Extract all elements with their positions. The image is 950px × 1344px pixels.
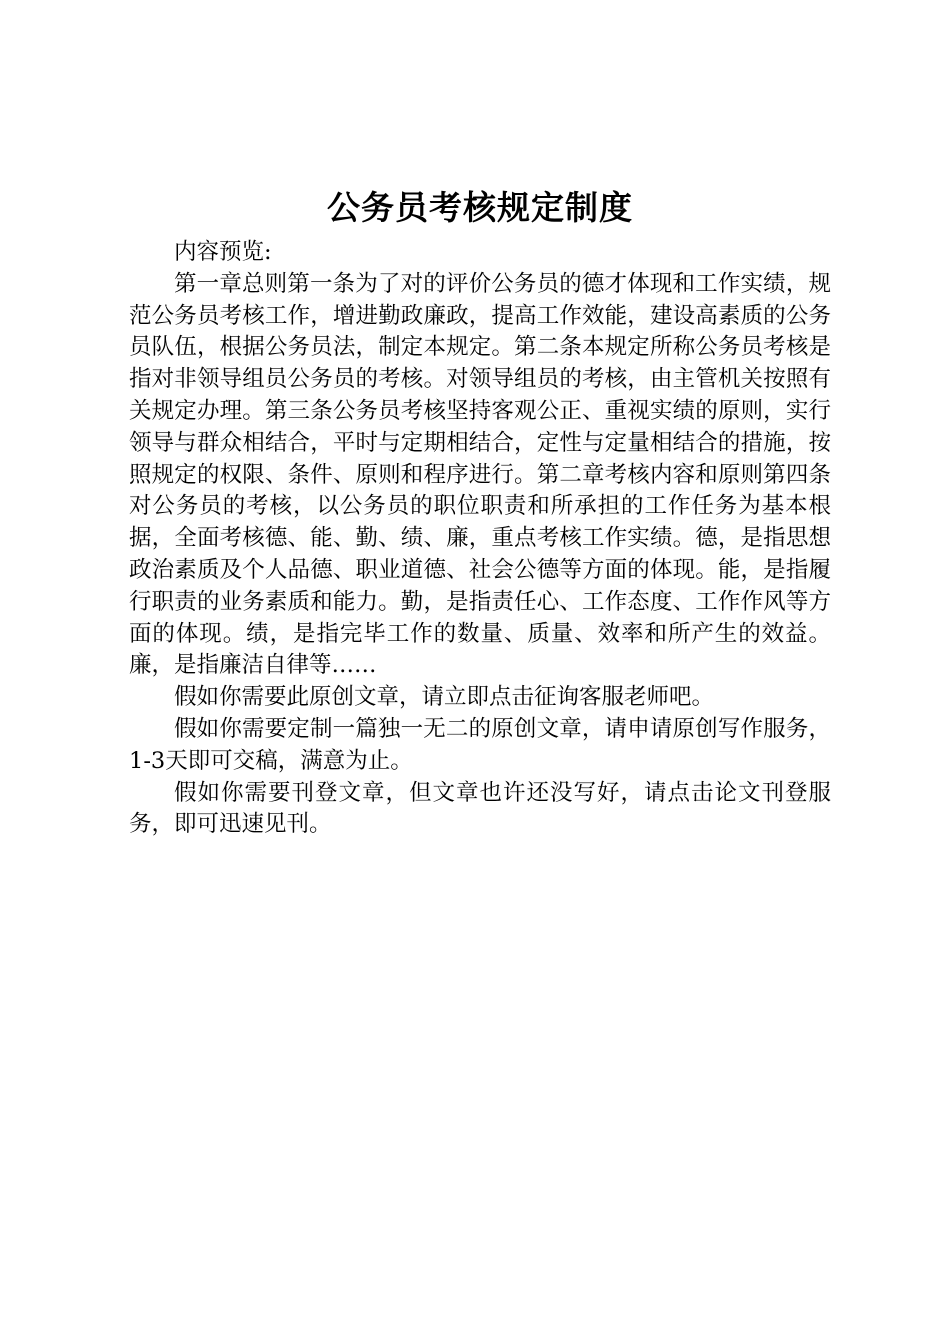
- document-title: 公务员考核规定制度: [327, 188, 633, 227]
- contact-service-paragraph: 假如你需要此原创文章，请立即点击征询客服老师吧。: [174, 684, 715, 711]
- publishing-service-paragraph: 假如你需要刊登文章，但文章也许还没写好，请点击论文刊登服务，即可迅速见刊。: [129, 779, 831, 838]
- preview-text-paragraph: 第一章总则第一条为了对的评价公务员的德才体现和工作实绩，规范公务员考核工作，增进勤政廉政，提高工作效能，建设高素质的公务员队伍，根据公务员法，制定本规定。第二条本规定所称公务员考核是指对非领导组员公务员的考核。对领导组员的考核，由主管机关按照有关规定办理。第三条公务员考核坚持客观公正、重视实绩的原则，实行领导与群众相结合，平时与定期相结合，定性与定量相结合的措施，按照规定的权限、条件、原则和程序进行。第二章考核内容和原则第四条对公务员的考核，以公务员的职位职责和所承担的工作任务为基本根据，全面考核德、能、勤、绩、廉，重点考核工作实绩。德，是指思想政治素质及个人品德、职业道德、社会公德等方面的体现。能，是指履行职责的业务素质和能力。勤，是指责任心、工作态度、工作作风等方面的体现。绩，是指完毕工作的数量、质量、效率和所产生的效益。廉，是指廉洁自律等……: [129, 270, 831, 679]
- preview-label: 内容预览:: [174, 239, 272, 265]
- document-body: [129, 185, 831, 841]
- custom-writing-paragraph: 假如你需要定制一篇独一无二的原创文章，请申请原创写作服务，1-3天即可交稿，满意为止。: [129, 715, 831, 774]
